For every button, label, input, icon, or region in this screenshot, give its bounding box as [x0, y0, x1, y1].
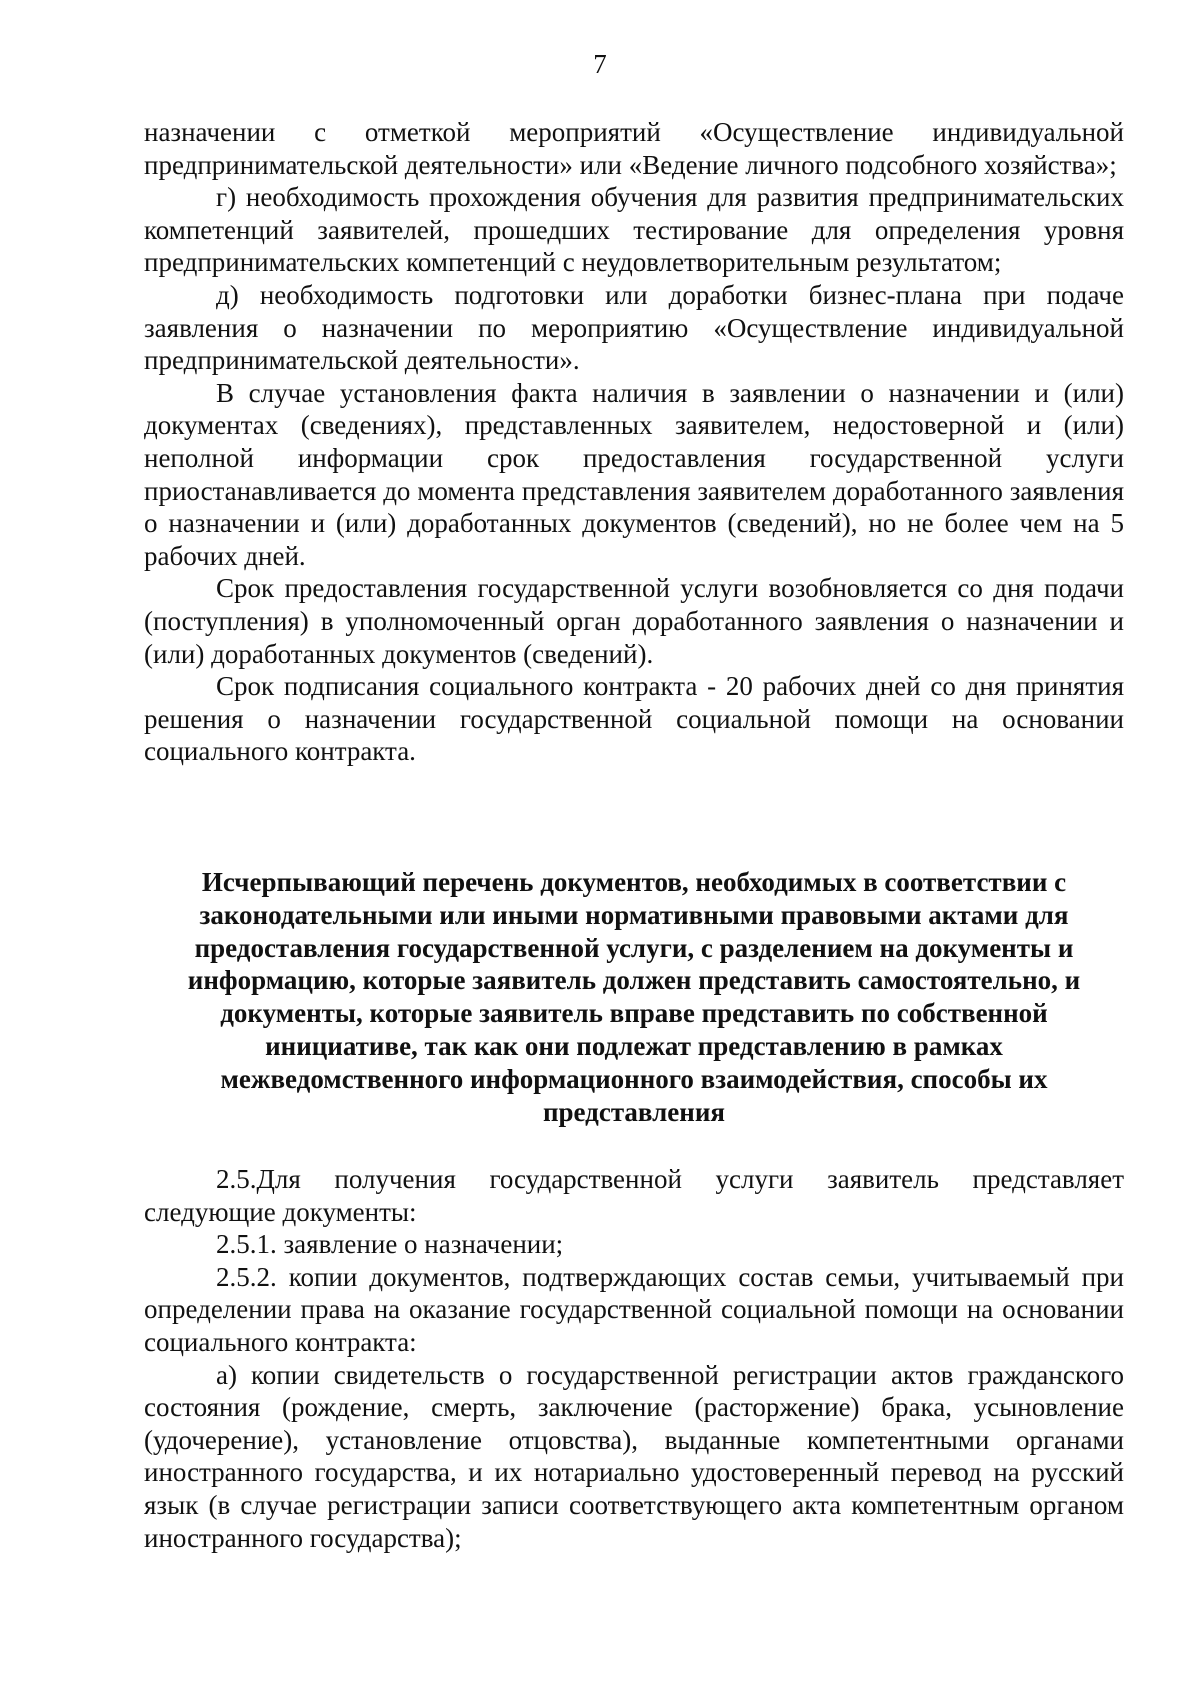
section-heading: Исчерпывающий перечень документов, необходимых в соответствии с законодательными или иными нормативными правовыми актами для предоставления государственной услуги, с разделением на документы и информацию, которые заявитель должен представить самостоятельно, и документы, которые заявитель вправе представить по собственной инициативе, так как они подлежат представлению в рамках межведомственного информационного взаимодействия, способы их представления [187, 867, 1081, 1127]
paragraph-suspension: В случае установления факта наличия в заявлении о назначении и (или) документах (сведениях), представленных заявителем, недостоверной и (или) неполной информации срок предоставления государственной услуги приостанавливается до момента представления заявителем доработанного заявления о назначении и (или) доработанных документов (сведений), но не более чем на 5 рабочих дней. [144, 377, 1124, 571]
page-number: 7 [593, 49, 607, 79]
paragraph-continuation: назначении с отметкой мероприятий «Осуществление индивидуальной предпринимательской деятельности» или «Ведение личного подсобного хозяйства»; [144, 117, 1124, 180]
paragraph-2-5-2: 2.5.2. копии документов, подтверждающих состав семьи, учитываемый при определении права на оказание государственной социальной помощи на основании социального контракта: [144, 1261, 1124, 1357]
paragraph-item-a: а) копии свидетельств о государственной регистрации актов гражданского состояния (рождение, смерть, заключение (расторжение) брака, усыновление (удочерение), установление отцовства), выданные компетентными органами иностранного государства, и их нотариально удостоверенный перевод на русский язык (в случае регистрации записи соответствующего акта компетентным органом иностранного государства); [144, 1359, 1124, 1553]
paragraph-contract-term: Срок подписания социального контракта - 20 рабочих дней со дня принятия решения о назначении государственной социальной помощи на основании социального контракта. [144, 671, 1124, 767]
top-text-block [144, 116, 1124, 768]
paragraph-2-5: 2.5.Для получения государственной услуги заявитель представляет следующие документы: [144, 1164, 1124, 1227]
paragraph-item-g: г) необходимость прохождения обучения для развития предпринимательских компетенций заявителей, прошедших тестирование для определения уровня предпринимательских компетенций с неудовлетворительным результатом; [144, 182, 1124, 278]
bottom-text-block [144, 1163, 1124, 1554]
paragraph-2-5-1: 2.5.1. заявление о назначении; [216, 1229, 564, 1260]
paragraph-resumption: Срок предоставления государственной услуги возобновляется со дня подачи (поступления) в уполномоченный орган доработанного заявления о назначении и (или) доработанных документов (сведений). [144, 573, 1124, 669]
paragraph-item-d: д) необходимость подготовки или доработки бизнес-плана при подаче заявления о назначении по мероприятию «Осуществление индивидуальной предпринимательской деятельности». [144, 279, 1124, 376]
